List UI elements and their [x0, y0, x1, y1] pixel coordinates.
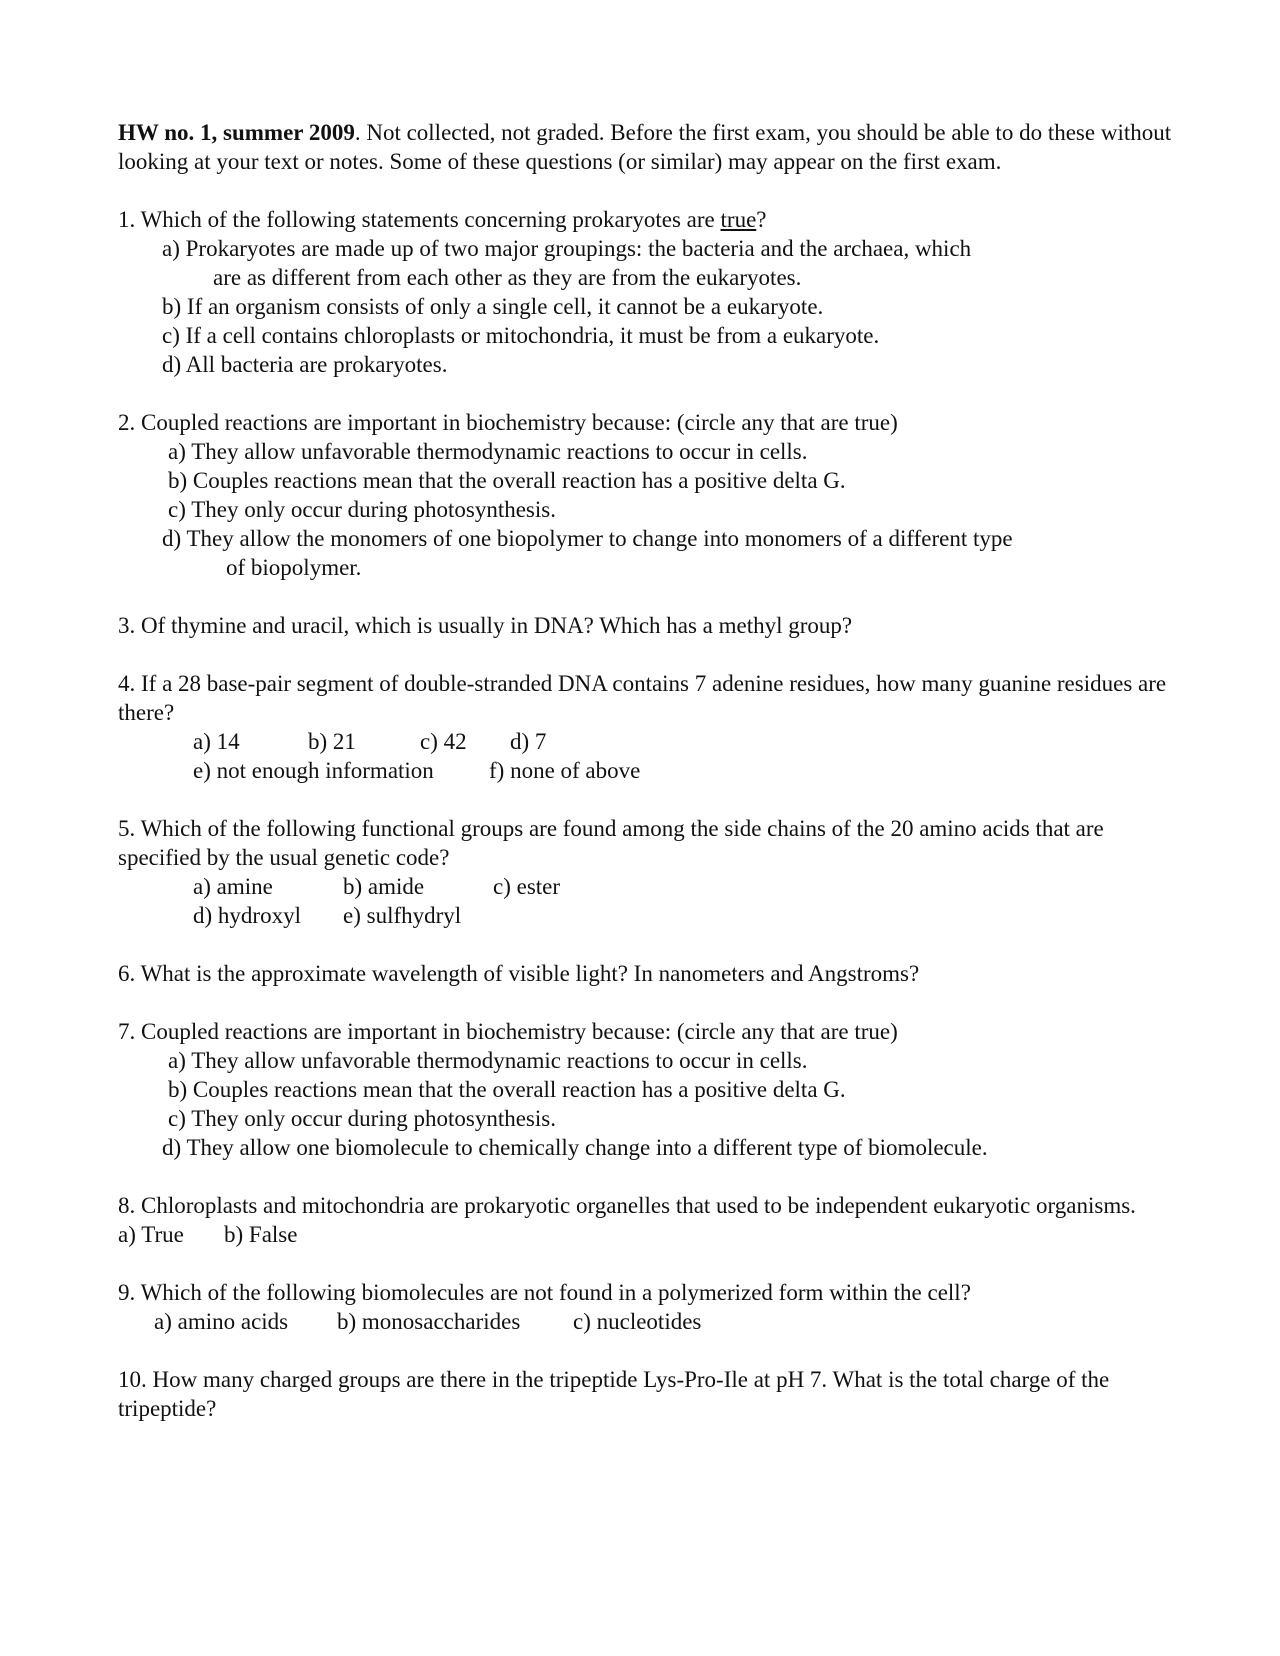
question-4-option-f: f) none of above — [489, 758, 641, 783]
true-underlined: true — [720, 207, 757, 232]
question-4-option-e: e) not enough information — [193, 758, 434, 783]
question-4-option-b: b) 21 — [308, 729, 356, 754]
question-5 — [118, 814, 1178, 930]
question-1-option-c: c) If a cell contains chloroplasts or mitochondria, it must be from a eukaryote. — [162, 323, 880, 348]
question-5-option-b: b) amide — [343, 874, 425, 899]
question-6 — [118, 959, 1178, 988]
question-7-option-c: c) They only occur during photosynthesis. — [168, 1106, 556, 1131]
homework-title: HW no. 1, summer 2009 — [118, 120, 355, 145]
question-7-option-d: d) They allow one biomolecule to chemically change into a different type of biomolecule. — [162, 1135, 988, 1160]
question-5-option-e: e) sulfhydryl — [343, 903, 462, 928]
homework-page — [118, 118, 1178, 1452]
question-9-options-row — [118, 1307, 1178, 1336]
question-9 — [118, 1278, 1178, 1336]
question-9-stem: 9. Which of the following biomolecules are not found in a polymerized form within the cell? — [118, 1280, 971, 1305]
question-5-option-d: d) hydroxyl — [193, 903, 301, 928]
question-2-option-c: c) They only occur during photosynthesis. — [168, 497, 556, 522]
question-5-options-row-1 — [118, 872, 1178, 901]
question-7-option-b: b) Couples reactions mean that the overall reaction has a positive delta G. — [168, 1077, 846, 1102]
question-1-option-d: d) All bacteria are prokaryotes. — [162, 352, 448, 377]
question-4-option-d: d) 7 — [510, 729, 547, 754]
question-4-options-row-1 — [118, 727, 1178, 756]
question-1-stem: 1. Which of the following statements concerning prokaryotes are true? — [118, 207, 767, 232]
question-5-option-a: a) amine — [193, 874, 273, 899]
question-2-option-d: d) They allow the monomers of one biopolymer to change into monomers of a different type — [162, 526, 1013, 551]
question-7-stem: 7. Coupled reactions are important in biochemistry because: (circle any that are true) — [118, 1019, 898, 1044]
intro-paragraph — [118, 118, 1178, 176]
question-9-option-b: b) monosaccharides — [337, 1309, 521, 1334]
question-6-stem: 6. What is the approximate wavelength of visible light? In nanometers and Angstroms? — [118, 961, 920, 986]
question-3 — [118, 611, 1178, 640]
intro-text: . Not collected, not graded. Before the first exam, you should be able to do these without looking at your text or notes. Some of these questions (or similar) may appear on the first exam. — [118, 120, 1172, 174]
question-2 — [118, 408, 1178, 582]
question-9-option-c: c) nucleotides — [573, 1309, 702, 1334]
question-8-option-b: b) False — [224, 1222, 298, 1247]
question-4-stem: 4. If a 28 base-pair segment of double-stranded DNA contains 7 adenine residues, how many guanine residues are there? — [118, 671, 1167, 725]
question-1-option-b: b) If an organism consists of only a single cell, it cannot be a eukaryote. — [162, 294, 824, 319]
question-1-option-a: a) Prokaryotes are made up of two major groupings: the bacteria and the archaea, which — [162, 236, 972, 261]
question-5-stem: 5. Which of the following functional groups are found among the side chains of the 20 amino acids that are specified by the usual genetic code? — [118, 816, 1104, 870]
question-9-option-a: a) amino acids — [154, 1309, 289, 1334]
question-7-option-a: a) They allow unfavorable thermodynamic reactions to occur in cells. — [168, 1048, 808, 1073]
question-4-option-c: c) 42 — [420, 729, 467, 754]
question-2-option-d-cont: of biopolymer. — [226, 555, 362, 580]
question-8 — [118, 1191, 1178, 1249]
question-8-option-a: a) True — [118, 1222, 184, 1247]
question-2-option-a: a) They allow unfavorable thermodynamic reactions to occur in cells. — [168, 439, 808, 464]
question-2-stem: 2. Coupled reactions are important in biochemistry because: (circle any that are true) — [118, 410, 898, 435]
question-8-stem: 8. Chloroplasts and mitochondria are prokaryotic organelles that used to be independent eukaryotic organisms. — [118, 1193, 1136, 1218]
question-8-stem-line — [118, 1191, 1178, 1249]
question-4-option-a: a) 14 — [193, 729, 240, 754]
question-1 — [118, 205, 1178, 379]
question-1-option-a-cont: are as different from each other as they are from the eukaryotes. — [213, 265, 802, 290]
question-5-option-c: c) ester — [493, 874, 561, 899]
question-2-option-b: b) Couples reactions mean that the overall reaction has a positive delta G. — [168, 468, 846, 493]
question-4 — [118, 669, 1178, 785]
question-3-stem: 3. Of thymine and uracil, which is usually in DNA? Which has a methyl group? — [118, 613, 853, 638]
question-5-options-row-2 — [118, 901, 1178, 930]
question-10-stem: 10. How many charged groups are there in the tripeptide Lys-Pro-Ile at pH 7. What is the total charge of the tripeptide? — [118, 1367, 1110, 1421]
question-10 — [118, 1365, 1178, 1423]
question-7 — [118, 1017, 1178, 1162]
question-4-options-row-2 — [118, 756, 1178, 785]
